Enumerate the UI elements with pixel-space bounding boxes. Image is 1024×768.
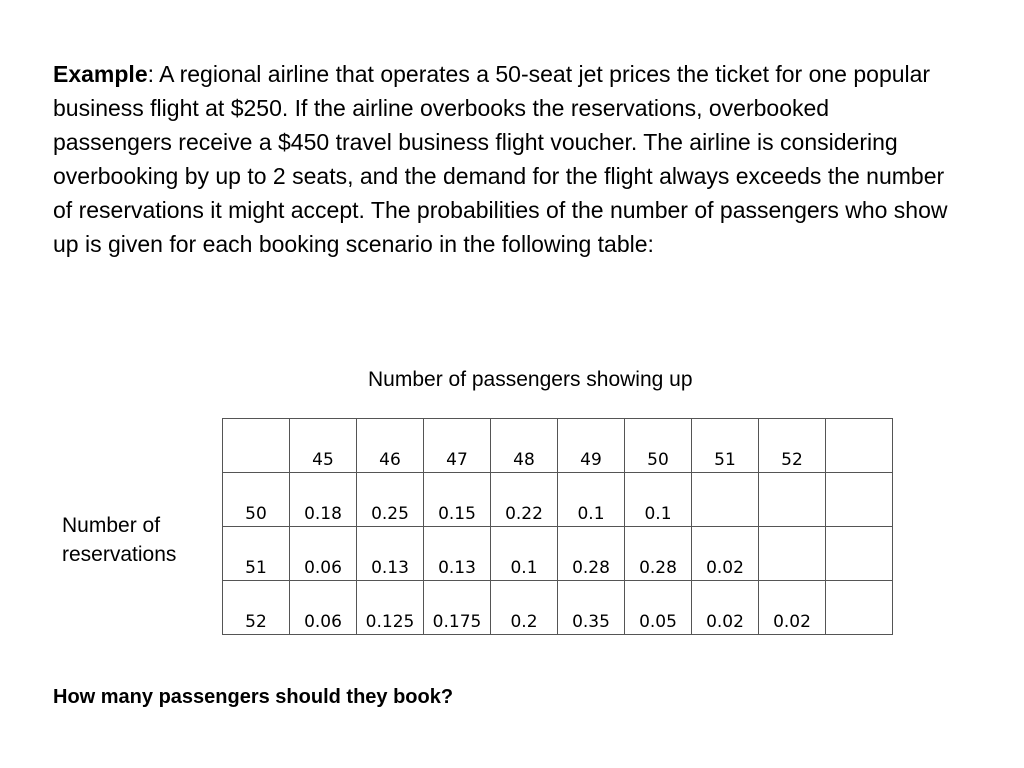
table-cell: 0.2 (491, 581, 558, 635)
table-cell: 0.13 (424, 527, 491, 581)
header-cell: 48 (491, 419, 558, 473)
row-caption: Number of reservations (62, 514, 177, 566)
example-paragraph (53, 57, 953, 261)
table-cell: 0.125 (357, 581, 424, 635)
table-cell: 0.1 (625, 473, 692, 527)
example-body: : A regional airline that operates a 50-seat jet prices the ticket for one popular business flight at $250. If the airline overbooks the reservations, overbooked passengers receive a $450 travel business flight voucher. The airline is considering overbooking by up to 2 seats, and the demand for the flight always exceeds the number of reservations it might accept. The probabilities of the number of passengers who show up is given for each booking scenario in the following table: (53, 61, 948, 257)
probability-table (222, 418, 893, 635)
table-cell: 0.1 (558, 473, 625, 527)
table-cell (826, 473, 893, 527)
table-cell: 52 (223, 581, 290, 635)
table-cell: 0.15 (424, 473, 491, 527)
header-cell: 46 (357, 419, 424, 473)
example-label: Example (53, 61, 148, 87)
table-cell: 0.22 (491, 473, 558, 527)
table-cell: 0.28 (558, 527, 625, 581)
table-cell: 0.35 (558, 581, 625, 635)
table-cell: 0.05 (625, 581, 692, 635)
table-cell: 0.02 (759, 581, 826, 635)
column-caption: Number of passengers showing up (368, 368, 693, 391)
table-cell (826, 527, 893, 581)
table-cell: 0.02 (692, 581, 759, 635)
table-cell (826, 581, 893, 635)
table-row (223, 527, 893, 581)
table-cell (759, 527, 826, 581)
header-cell (223, 419, 290, 473)
table-row (223, 473, 893, 527)
table-cell: 0.25 (357, 473, 424, 527)
header-cell: 49 (558, 419, 625, 473)
header-cell: 52 (759, 419, 826, 473)
table-cell: 0.28 (625, 527, 692, 581)
header-cell: 50 (625, 419, 692, 473)
header-cell: 51 (692, 419, 759, 473)
table-cell: 0.06 (290, 581, 357, 635)
table-cell (692, 473, 759, 527)
table-cell: 0.02 (692, 527, 759, 581)
table-cell: 0.18 (290, 473, 357, 527)
table-cell: 50 (223, 473, 290, 527)
header-cell: 47 (424, 419, 491, 473)
table-row (223, 581, 893, 635)
table-cell: 0.06 (290, 527, 357, 581)
header-cell (826, 419, 893, 473)
table-header-row (223, 419, 893, 473)
table-cell: 0.1 (491, 527, 558, 581)
header-cell: 45 (290, 419, 357, 473)
table-cell (759, 473, 826, 527)
table-cell: 51 (223, 527, 290, 581)
table-cell: 0.175 (424, 581, 491, 635)
question-text: How many passengers should they book? (53, 686, 454, 708)
table-cell: 0.13 (357, 527, 424, 581)
